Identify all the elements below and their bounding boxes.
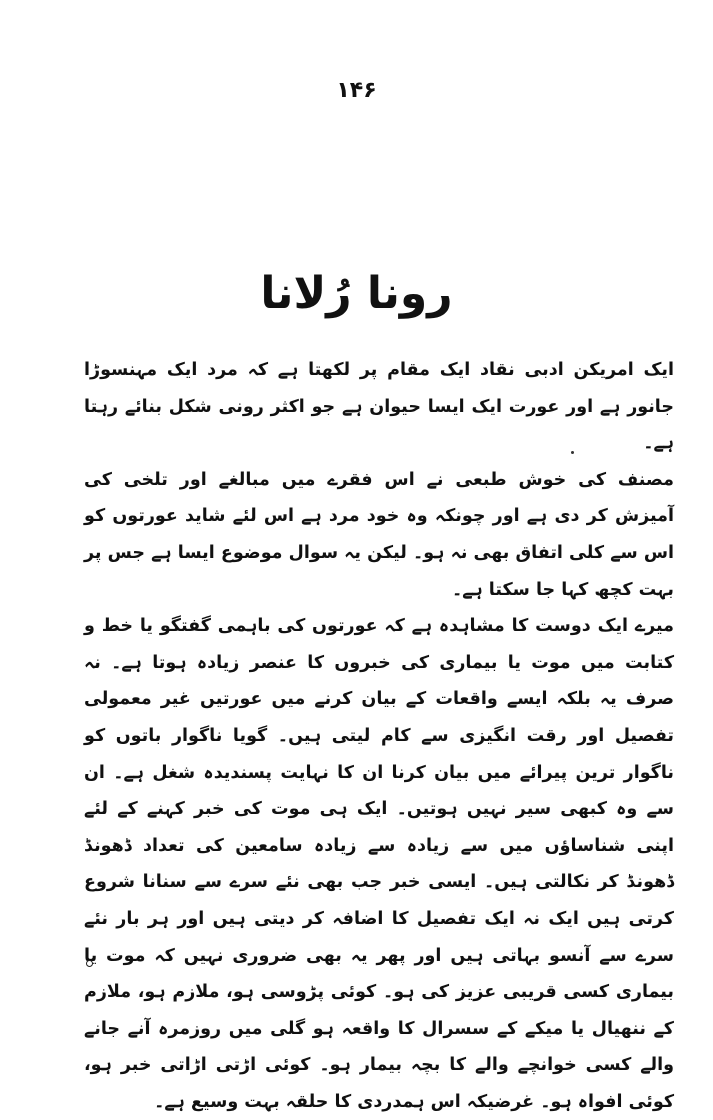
- paragraph-1: ایک امریکن ادبی نقاد ایک مقام پر لکھتا ہے کہ مرد ایک مہنسوڑا جانور ہے اور عورت ایک ایسا حیوان ہے جو اکثر رونی شکل بنائے رہتا ہے۔: [84, 360, 674, 454]
- paragraph-3: میرے ایک دوست کا مشاہدہ ہے کہ عورتوں کی باہمی گفتگو یا خط و کتابت میں موت یا بیماری کی خبروں کا عنصر زیادہ ہوتا ہے۔ نہ صرف یہ بلکہ ایسے واقعات کے بیان کرنے میں عورتیں غیر معمولی تفصیل اور رقت انگیزی سے کام لیتی ہیں۔ گویا ناگوار باتوں کو ناگوار ترین پیرائے میں بیان کرنا ان کا نہایت پسندیدہ شغل ہے۔ ان سے وہ کبھی سیر نہیں ہوتیں۔ ایک ہی موت کی خبر کہنے کے لئے اپنی شناساؤں میں سے زیادہ سے زیادہ سامعین کی تعداد ڈھونڈ ڈھونڈ کر نکالتی ہیں۔ ایسی خبر جب بھی نئے سرے سے سنانا شروع کرتی ہیں ایک نہ ایک تفصیل کا اضافہ کر دیتی ہیں اور ہر بار نئے سرے سے آنسو بہاتی ہیں اور پھر یہ بھی ضروری نہیں کہ موت یا بیماری کسی قریبی عزیز کی ہو۔ کوئی پڑوسی ہو، ملازم ہو، ملازم کے ننھیال یا میکے کے سسرال کا واقعہ ہو گلی میں روزمرہ آنے جانے والے کسی خوانچے والے کا بچہ بیمار ہو۔ کوئی اڑتی اڑاتی خبر ہو، کوئی افواہ ہو۔ غرضیکہ اس ہمدردی کا حلقہ بہت وسیع ہے۔: [84, 616, 674, 1112]
- page-number: ۱۴۶: [336, 78, 377, 103]
- body-text: [84, 352, 674, 1120]
- chapter-title: رونا رُلانا: [260, 268, 453, 319]
- margin-dot: [86, 960, 93, 967]
- ink-speck: [571, 451, 574, 454]
- paragraph-2: مصنف کی خوش طبعی نے اس فقرے میں مبالغے اور تلخی کی آمیزش کر دی ہے اور چونکہ وہ خود مرد ہے اس لئے شاید عورتوں کو اس سے کلی اتفاق بھی نہ ہو۔ لیکن یہ سوال موضوع ایسا ہے جس پر بہت کچھ کہا جا سکتا ہے۔: [84, 469, 674, 600]
